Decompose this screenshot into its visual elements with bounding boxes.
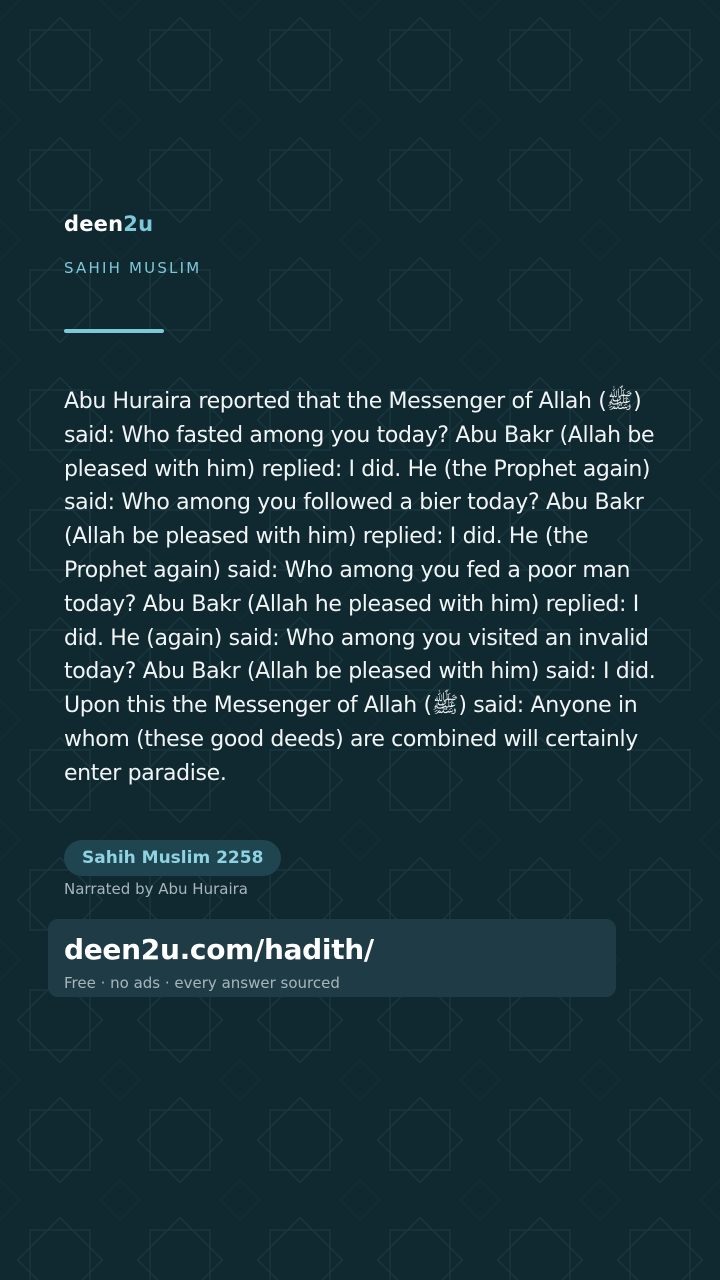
accent-divider	[64, 329, 164, 333]
website-tagline: Free · no ads · every answer sourced	[64, 974, 340, 992]
collection-label: SAHIH MUSLIM	[64, 259, 202, 277]
brand-name-accent: 2u	[123, 212, 154, 236]
hadith-text: Abu Huraira reported that the Messenger of Allah (ﷺ) said: Who fasted among you today? Abu Bakr (Allah be pleased with him) replied: I did. He (the Prophet again) said: Who among you followed a bier today? Abu Bakr (Allah be pleased with him) replied: I did. He (the Prophet again) said: Who among you fed a poor man today? Abu Bakr (Allah he pleased with him) replied: I did. He (again) said: Who among you visited an invalid today? Abu Bakr (Allah be pleased with him) said: I did. Upon this the Messenger of Allah (ﷺ) said: Anyone in whom (these good deeds) are combined will certainly enter paradise.	[64, 389, 656, 786]
reference-badge: Sahih Muslim 2258	[64, 840, 281, 876]
narrator-text: Narrated by Abu Huraira	[64, 880, 248, 898]
website-url[interactable]: deen2u.com/hadith/	[64, 933, 374, 966]
brand-logo	[64, 212, 153, 236]
brand-name-main: deen	[64, 212, 124, 236]
link-card[interactable]	[48, 919, 616, 997]
